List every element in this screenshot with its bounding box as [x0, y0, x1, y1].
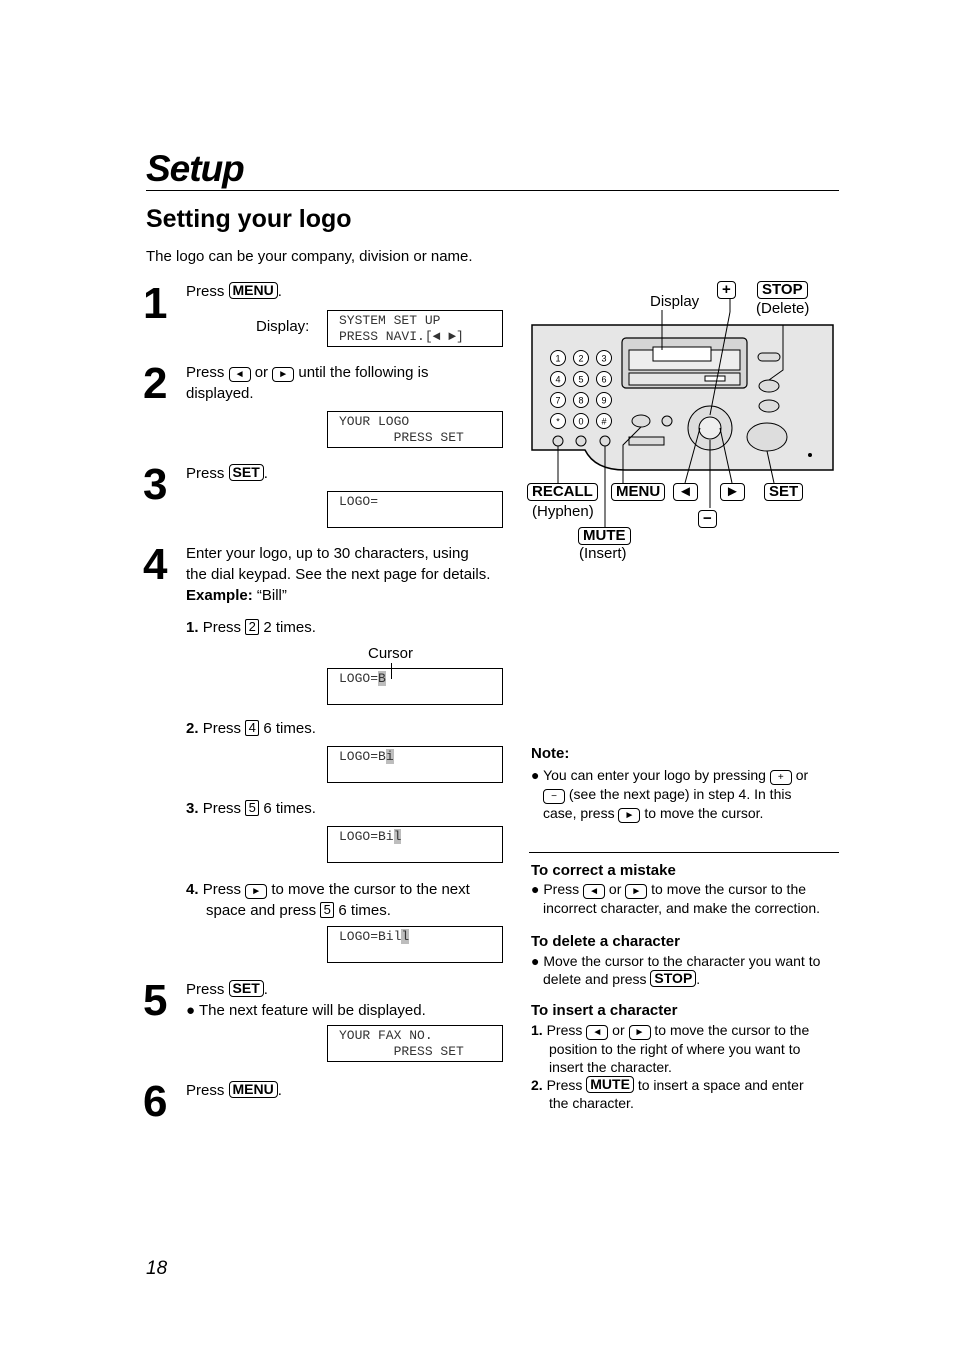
times-label: 6 times.: [263, 800, 316, 817]
diagram-plus-key: [717, 281, 736, 299]
step-4-text: [186, 543, 490, 606]
display-text: LOGO=Bi: [339, 829, 394, 844]
keypad-key-label: *: [556, 416, 560, 427]
press-label: Press: [186, 465, 225, 482]
right-key-label: ►: [720, 483, 745, 501]
label-slot: [629, 437, 664, 445]
insert-press-2: Press: [546, 1077, 583, 1093]
or-label: or: [254, 364, 269, 381]
step-2-rest2: displayed.: [186, 385, 254, 402]
substep-2: [186, 718, 316, 739]
insert-num-1: 1.: [531, 1022, 543, 1038]
mute-key-label: MUTE: [578, 527, 631, 545]
display-slot: [705, 376, 725, 381]
insert-title: To insert a character: [531, 1002, 678, 1019]
recall-key-label: RECALL: [527, 483, 598, 501]
press-label: Press: [202, 800, 242, 817]
small-button: [662, 416, 672, 426]
insert-line3: insert the character.: [549, 1059, 672, 1075]
copy-button: [759, 400, 779, 412]
keypad-key-label: 7: [555, 395, 561, 406]
substep-number: 2.: [186, 720, 199, 737]
insert-line5: the character.: [549, 1095, 634, 1111]
left-key-label: ◄: [673, 483, 698, 501]
keypad-key-label: 4: [555, 374, 561, 385]
mute-button: [576, 436, 586, 446]
note-line2: (see the next page) in step 4. In this: [568, 786, 792, 802]
stop-key-label: STOP: [757, 281, 808, 299]
minus-key: −: [543, 789, 565, 804]
diagram-set-key: [764, 483, 803, 501]
delete-line2: delete and press: [543, 971, 647, 987]
display-cursor: i: [385, 749, 394, 764]
plus-key-label: +: [717, 281, 736, 299]
right-arrow-key: ►: [625, 884, 647, 899]
correct-title: To correct a mistake: [531, 862, 676, 879]
note-body: [531, 766, 831, 823]
step-2-rest: until the following is: [298, 364, 429, 381]
indicator: [808, 453, 812, 457]
insert-line4: to insert a space and enter: [637, 1077, 804, 1093]
substep-number: 3.: [186, 800, 199, 817]
right-arrow-key: ►: [618, 808, 640, 823]
correct-line2: incorrect character, and make the correction.: [543, 900, 821, 916]
correct-body: [531, 880, 841, 917]
keypad-key-label: 8: [578, 395, 584, 406]
digit-key: 2: [245, 619, 259, 635]
digit-key: 5: [245, 800, 259, 816]
section-divider: [529, 852, 839, 853]
insert-line2: position to the right of where you want to: [549, 1041, 801, 1057]
display-cursor: l: [393, 829, 402, 844]
keypad-key-label: 6: [601, 374, 607, 385]
substep-number: 1.: [186, 619, 199, 636]
step-2-text: [186, 362, 428, 404]
correct-press: ● Press: [531, 881, 580, 897]
keypad-key-label: 5: [578, 374, 584, 385]
diagram-recall-key: [527, 483, 598, 501]
lcd-display: [327, 746, 503, 783]
stop-button: [759, 380, 779, 392]
step-5-text: Press SET . ● The next feature will be displayed.: [186, 980, 426, 1019]
diagram-menu-key: [611, 483, 665, 501]
note-line1: ● You can enter your logo by pressing: [531, 767, 766, 783]
menu-key: MENU: [229, 282, 278, 299]
set-key: SET: [229, 980, 264, 997]
delete-title: To delete a character: [531, 933, 680, 950]
substep-1: [186, 617, 316, 638]
lcd-display: [327, 926, 503, 963]
left-arrow-key: ◄: [586, 1025, 608, 1040]
note-line3a: case, press: [543, 805, 615, 821]
times-label: 6 times.: [338, 902, 391, 919]
set-key-label: SET: [764, 483, 803, 501]
diagram-right-key: [720, 483, 745, 501]
insert-num-2: 2.: [531, 1077, 543, 1093]
digit-key: 5: [320, 902, 334, 918]
diagram-hyphen-label: (Hyphen): [532, 503, 594, 520]
diagram-left-key: [673, 483, 698, 501]
page-number: 18: [146, 1258, 168, 1279]
display-text: LOGO=: [339, 671, 379, 686]
times-label: 6 times.: [263, 720, 316, 737]
display-cursor: l: [401, 929, 410, 944]
extra-button: [600, 436, 610, 446]
lcd-display: [327, 668, 503, 705]
step-number-1: 1: [143, 279, 168, 328]
step-1-text: Press MENU .: [186, 282, 282, 300]
step-number-4: 4: [143, 540, 168, 589]
display-label: Display:: [256, 318, 310, 335]
plus-button: [758, 353, 780, 361]
press-label: Press: [202, 720, 242, 737]
note-title: Note:: [531, 745, 570, 762]
press-label: Press: [202, 881, 242, 898]
substep-3: [186, 798, 316, 819]
display-text: LOGO=B: [339, 749, 386, 764]
correct-or: or: [608, 881, 622, 897]
insert-or: or: [612, 1022, 625, 1038]
delete-line1: ● Move the cursor to the character you want to: [531, 953, 821, 969]
digit-key: 4: [245, 720, 259, 736]
delete-body: ● Move the cursor to the character you want to delete and press STOP .: [531, 953, 821, 987]
press-label: Press: [186, 1082, 225, 1099]
correct-line1: to move the cursor to the: [651, 881, 807, 897]
display-cursor: B: [378, 671, 386, 686]
plus-key: +: [770, 770, 792, 785]
step-4-line2: the dial keypad. See the next page for details.: [186, 566, 491, 583]
note-or: or: [795, 767, 809, 783]
lcd-display: YOUR FAX NO. PRESS SET: [327, 1025, 503, 1062]
note-line3b: to move the cursor.: [644, 805, 764, 821]
stop-key: STOP: [650, 970, 696, 987]
example-label: Example:: [186, 587, 253, 604]
step-4-line1: Enter your logo, up to 30 characters, using: [186, 545, 469, 562]
section-intro: The logo can be your company, division or name.: [146, 248, 473, 265]
diagram-minus-key: [698, 510, 717, 528]
step-3-text: Press SET .: [186, 464, 268, 482]
diagram-delete-label: (Delete): [756, 300, 810, 317]
step-6-text: Press MENU .: [186, 1081, 282, 1099]
set-button: [747, 423, 787, 451]
keypad-key-label: 9: [601, 395, 607, 406]
fax-machine-diagram: [525, 280, 845, 570]
insert-body: [531, 1021, 841, 1112]
keypad-key-label: 1: [555, 353, 561, 364]
set-key: SET: [229, 464, 264, 481]
navigator-center: [699, 417, 721, 439]
cursor-label: Cursor: [368, 645, 414, 662]
menu-key: MENU: [229, 1081, 278, 1098]
substep-number: 4.: [186, 881, 199, 898]
lcd-display: YOUR LOGO PRESS SET: [327, 411, 503, 448]
minus-key-label: −: [698, 510, 717, 528]
substep-4: [186, 879, 516, 921]
diagram-mute-key: [578, 527, 631, 545]
insert-press: Press: [546, 1022, 583, 1038]
step-5-bullet: ● The next feature will be displayed.: [186, 1002, 426, 1019]
press-label: Press: [186, 364, 225, 381]
menu-key-label: MENU: [611, 483, 665, 501]
diagram-stop-key: [757, 281, 808, 299]
step-number-3: 3: [143, 460, 168, 509]
keypad-key-label: #: [601, 416, 607, 427]
press-label: Press: [202, 619, 242, 636]
keypad-key-label: 2: [578, 353, 584, 364]
step-number-2: 2: [143, 359, 168, 408]
example-value: “Bill”: [256, 587, 287, 604]
insert-line1: to move the cursor to the: [654, 1022, 810, 1038]
right-arrow-key: ►: [629, 1025, 651, 1040]
press-label: Press: [186, 981, 225, 998]
right-arrow-key: ►: [272, 367, 294, 382]
press-label: Press: [186, 283, 225, 300]
right-arrow-key: ►: [245, 884, 267, 899]
lcd-display: [327, 826, 503, 863]
recall-button: [553, 436, 563, 446]
substep-4-text-a: to move the cursor to the next: [271, 881, 470, 898]
left-arrow-key: ◄: [583, 884, 605, 899]
menu-button: [632, 415, 650, 427]
section-title: Setting your logo: [146, 205, 352, 233]
display-text: LOGO=Bil: [339, 929, 402, 944]
step-number-6: 6: [143, 1077, 168, 1126]
header-rule: [146, 190, 839, 191]
diagram-display-label: Display: [650, 293, 700, 310]
step-number-5: 5: [143, 976, 168, 1025]
lcd-display: SYSTEM SET UP PRESS NAVI.[◄ ►]: [327, 310, 503, 347]
left-arrow-key: ◄: [229, 367, 251, 382]
page-header-title: Setup: [146, 148, 244, 189]
mute-key: MUTE: [586, 1076, 634, 1093]
diagram-insert-label: (Insert): [579, 545, 627, 562]
keypad-key-label: 3: [601, 353, 607, 364]
substep-4-text-b: space and press: [206, 902, 317, 919]
times-label: 2 times.: [263, 619, 316, 636]
lcd-display: LOGO=: [327, 491, 503, 528]
keypad-key-label: 0: [578, 416, 584, 427]
